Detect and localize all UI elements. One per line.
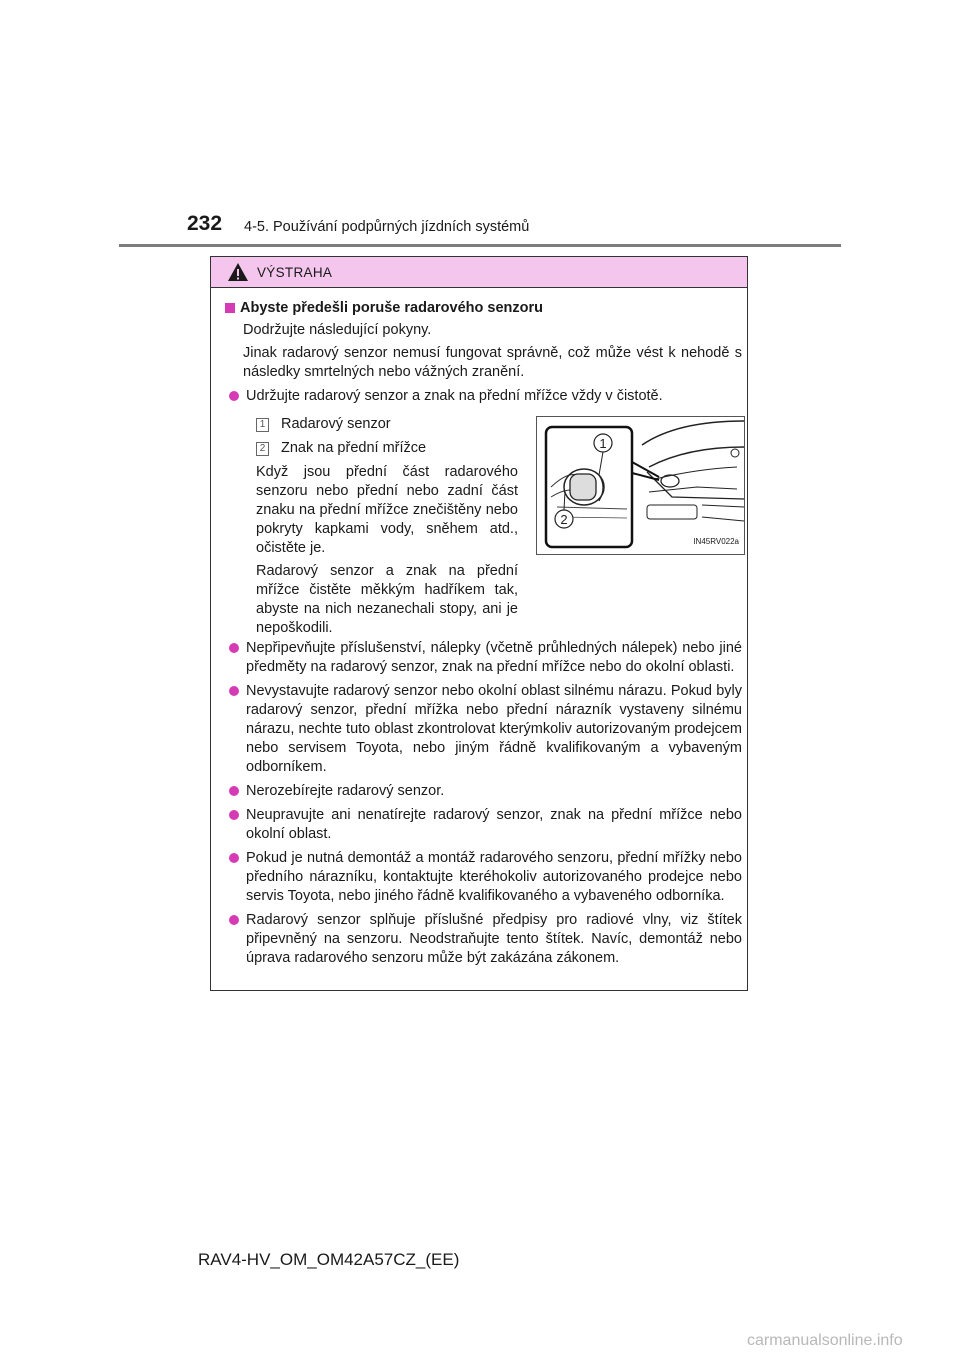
legend-item xyxy=(256,415,518,434)
page-number: 232 xyxy=(187,212,223,235)
cleaning-method: Radarový senzor a znak na přední mřížce čistěte měkkým hadříkem tak, abyste na nich nezanechali stopy, ani je nepoškodili. xyxy=(256,563,518,636)
legend-number: 1 xyxy=(256,418,269,432)
warning-triangle-icon xyxy=(227,262,249,282)
warning-heading-row xyxy=(225,299,742,318)
figure-legend xyxy=(256,415,518,638)
legend-number: 2 xyxy=(256,442,269,456)
radar-sensor-illustration xyxy=(536,416,745,555)
warning-header xyxy=(211,257,747,288)
list-item-text: Pokud je nutná demontáž a montáž radarového senzoru, přední mřížky nebo předního nárazníku, kontaktujte kteréhokoliv autorizovaného prodejce nebo servis Toyota, nebo jiného řádně kvalifikovaného a vybaveného odborníka. xyxy=(246,850,742,904)
bullet-dot-icon xyxy=(229,391,239,401)
consequence-text: Jinak radarový senzor nemusí fungovat správně, což může vést k nehodě s následky smrtelných nebo vážných zranění. xyxy=(243,345,742,380)
svg-text:2: 2 xyxy=(560,512,568,527)
legend-label: Znak na přední mřížce xyxy=(281,440,427,456)
list-item-text: Nepřipevňujte příslušenství, nálepky (včetně průhledných nálepek) nebo jiné předměty na radarový senzor, znak na přední mřížce nebo do okolní oblasti. xyxy=(246,640,742,675)
warning-body xyxy=(211,288,747,968)
list-item-text: Nerozebírejte radarový senzor. xyxy=(246,783,445,799)
list-item-text: Udržujte radarový senzor a znak na přední mřížce vždy v čistotě. xyxy=(246,388,663,404)
list-item xyxy=(225,806,742,844)
legend-label: Radarový senzor xyxy=(281,416,391,432)
warning-heading: Abyste předešli poruše radarového senzoru xyxy=(240,300,543,316)
bullet-dot-icon xyxy=(229,810,239,820)
list-item-text: Nevystavujte radarový senzor nebo okolní oblast silnému nárazu. Pokud byly radarový senzor, přední mřížka nebo přední nárazník vystaveny silnému nárazu, nechte tuto oblast zkontrolovat kterýmkoliv autorizovaným prodejcem nebo servisem Toyota, nebo jiným řádně kvalifikovaným a vybaveným odborníkem. xyxy=(246,683,742,775)
legend-item xyxy=(256,439,518,458)
warning-box xyxy=(210,256,748,991)
list-item xyxy=(225,782,742,801)
figure-code: IN45RV022a xyxy=(693,537,739,546)
svg-text:1: 1 xyxy=(599,436,607,451)
figure-area xyxy=(225,406,742,634)
bullet-dot-icon xyxy=(229,686,239,696)
bullet-dot-icon xyxy=(229,643,239,653)
warning-label: VÝSTRAHA xyxy=(257,264,333,280)
square-bullet-icon xyxy=(225,303,235,313)
list-item xyxy=(225,682,742,777)
bullet-dot-icon xyxy=(229,853,239,863)
instruction-text: Dodržujte následující pokyny. xyxy=(243,322,432,338)
watermark: carmanualsonline.info xyxy=(747,1332,903,1349)
list-item xyxy=(225,849,742,906)
list-item-text: Neupravujte ani nenatírejte radarový senzor, znak na přední mřížce nebo okolní oblast. xyxy=(246,807,742,842)
section-title: 4-5. Používání podpůrných jízdních systémů xyxy=(244,219,530,235)
bullet-dot-icon xyxy=(229,915,239,925)
list-item xyxy=(225,911,742,968)
list-item-text: Radarový senzor splňuje příslušné předpisy pro radiové vlny, viz štítek připevněný na senzoru. Neodstraňujte tento štítek. Navíc, demontáž nebo úprava radarového senzoru může být zakázána zákonem. xyxy=(246,912,742,966)
list-item xyxy=(225,639,742,677)
bullet-dot-icon xyxy=(229,786,239,796)
list-item xyxy=(225,387,742,406)
cleaning-description: Když jsou přední část radarového senzoru nebo přední nebo zadní část znaku na přední mřížce znečištěny nebo pokryty kapkami vody, sněhem atd., očistěte je. xyxy=(256,464,518,556)
header-rule xyxy=(119,244,841,247)
manual-code: RAV4-HV_OM_OM42A57CZ_(EE) xyxy=(198,1250,460,1269)
